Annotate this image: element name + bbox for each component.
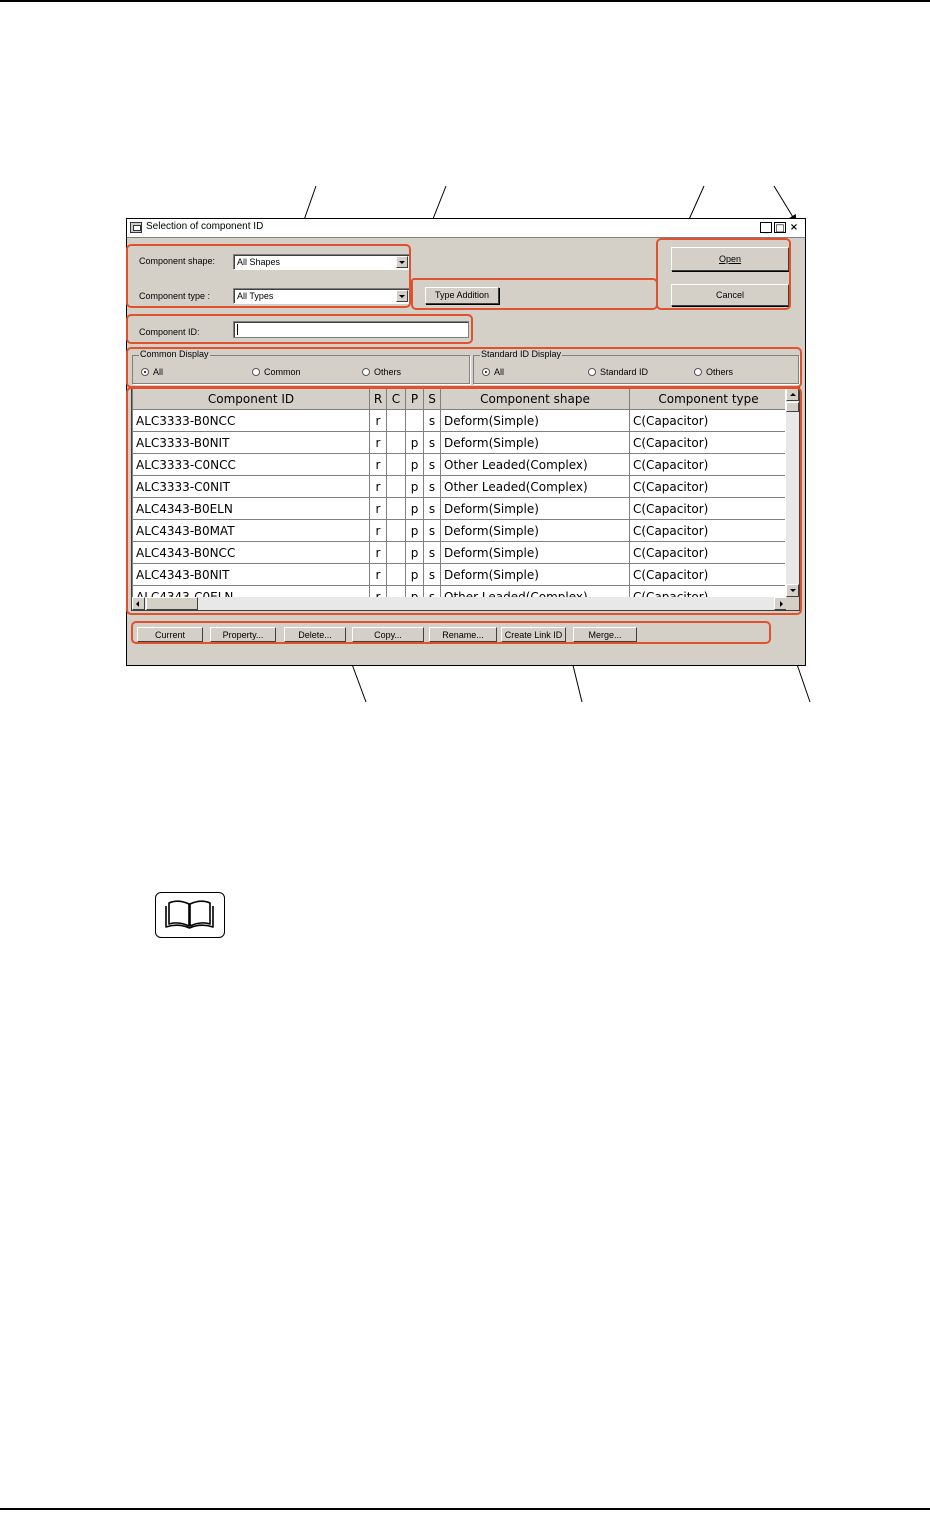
type-addition-label: Type Addition <box>434 290 490 300</box>
scroll-left-icon[interactable] <box>132 597 145 610</box>
cell-component-type: C(Capacitor) <box>630 476 788 498</box>
cell-p: p <box>406 454 424 476</box>
open-book-icon <box>155 892 225 938</box>
radio-icon <box>588 368 596 376</box>
cell-c <box>387 542 406 564</box>
standard-radio-all-label: All <box>494 367 505 377</box>
cell-c <box>387 454 406 476</box>
window-title: Selection of component ID <box>146 221 264 232</box>
type-value: All Types <box>237 291 274 301</box>
component-id-label: Component ID: <box>139 327 200 337</box>
standard-radio-all[interactable] <box>482 367 504 377</box>
table-row[interactable] <box>133 454 788 476</box>
component-id-input[interactable] <box>233 321 469 338</box>
table-row[interactable] <box>133 410 788 432</box>
component-id-dialog <box>126 218 806 666</box>
column-header-r[interactable]: R <box>370 389 387 410</box>
common-radio-common[interactable] <box>252 367 301 377</box>
scroll-down-icon[interactable] <box>786 584 799 597</box>
cell-component-id: ALC4343-B0MAT <box>133 520 370 542</box>
minimize-icon[interactable]: _ <box>760 222 772 233</box>
common-radio-others[interactable] <box>362 367 401 377</box>
table-row[interactable] <box>133 498 788 520</box>
cell-r: r <box>370 498 387 520</box>
common-display-group <box>132 349 470 384</box>
table-row[interactable] <box>133 542 788 564</box>
component-grid[interactable] <box>131 387 800 611</box>
cell-s: s <box>424 454 441 476</box>
property-button[interactable]: Property... <box>210 627 276 642</box>
cell-s: s <box>424 520 441 542</box>
cell-s: s <box>424 410 441 432</box>
page-top-rule <box>0 0 930 2</box>
merge-button[interactable]: Merge... <box>573 627 637 642</box>
cancel-button[interactable] <box>671 284 789 306</box>
cell-p: p <box>406 476 424 498</box>
cell-component-shape: Deform(Simple) <box>441 564 630 586</box>
cell-r: r <box>370 454 387 476</box>
cell-p <box>406 410 424 432</box>
common-radio-all-label: All <box>153 367 164 377</box>
cell-p: p <box>406 564 424 586</box>
cell-p: p <box>406 520 424 542</box>
component-shape-select[interactable] <box>233 254 410 270</box>
shape-value: All Shapes <box>237 257 281 267</box>
open-label: Open <box>718 254 742 264</box>
cell-component-id: ALC3333-C0NIT <box>133 476 370 498</box>
type-label: Component type : <box>139 291 211 301</box>
cell-s: s <box>424 542 441 564</box>
cell-component-type: C(Capacitor) <box>630 564 788 586</box>
scroll-up-icon[interactable] <box>786 388 799 401</box>
chevron-down-icon[interactable] <box>396 256 408 268</box>
standard-id-display-group <box>473 349 799 384</box>
cell-component-id: ALC4343-B0NCC <box>133 542 370 564</box>
component-type-select[interactable] <box>233 288 410 304</box>
cell-component-type: C(Capacitor) <box>630 498 788 520</box>
column-header-p[interactable]: P <box>406 389 424 410</box>
app-icon <box>130 222 142 233</box>
table-header-row <box>133 389 788 410</box>
table-row[interactable] <box>133 476 788 498</box>
cell-component-shape: Deform(Simple) <box>441 542 630 564</box>
common-radio-common-label: Common <box>264 367 301 377</box>
cell-p: p <box>406 498 424 520</box>
cell-component-type: C(Capacitor) <box>630 410 788 432</box>
shape-label: Component shape: <box>139 256 216 266</box>
radio-icon <box>252 368 260 376</box>
cell-c <box>387 564 406 586</box>
radio-icon <box>362 368 370 376</box>
column-header-s[interactable]: S <box>424 389 441 410</box>
table-row[interactable] <box>133 520 788 542</box>
cell-c <box>387 476 406 498</box>
delete-button[interactable]: Delete... <box>284 627 346 642</box>
cell-r: r <box>370 564 387 586</box>
cell-c <box>387 520 406 542</box>
vertical-scrollbar[interactable] <box>785 388 799 597</box>
cell-component-shape: Deform(Simple) <box>441 498 630 520</box>
maximize-icon[interactable]: □ <box>775 223 785 234</box>
book-drawing <box>156 893 223 936</box>
cell-component-id: ALC4343-B0NIT <box>133 564 370 586</box>
close-icon[interactable]: × <box>789 222 799 233</box>
standard-radio-others[interactable] <box>694 367 733 377</box>
title-bar[interactable] <box>127 219 805 238</box>
cell-component-id: ALC3333-B0NCC <box>133 410 370 432</box>
horizontal-scrollbar[interactable] <box>132 597 787 610</box>
table-row[interactable] <box>133 432 788 454</box>
component-table <box>132 388 788 608</box>
cell-r: r <box>370 476 387 498</box>
column-header-c[interactable]: C <box>387 389 406 410</box>
cell-c <box>387 432 406 454</box>
cell-component-id: ALC3333-B0NIT <box>133 432 370 454</box>
radio-selected-icon <box>141 368 149 376</box>
copy-button[interactable]: Copy... <box>352 627 424 642</box>
type-addition-button[interactable] <box>425 287 499 304</box>
cell-c <box>387 410 406 432</box>
common-radio-others-label: Others <box>374 367 402 377</box>
cell-s: s <box>424 564 441 586</box>
horizontal-scroll-thumb[interactable] <box>146 597 198 610</box>
standard-display-title: Standard ID Display <box>481 349 562 359</box>
column-header-component-id[interactable]: Component ID <box>133 389 370 410</box>
standard-radio-standard-id[interactable] <box>588 367 648 377</box>
cell-s: s <box>424 498 441 520</box>
cell-component-type: C(Capacitor) <box>630 520 788 542</box>
page-bottom-rule <box>0 1508 930 1510</box>
common-display-title: Common Display <box>140 349 209 359</box>
rename-button[interactable]: Rename... <box>429 627 497 642</box>
radio-selected-icon <box>482 368 490 376</box>
radio-icon <box>694 368 702 376</box>
text-caret <box>237 324 238 335</box>
cell-c <box>387 498 406 520</box>
cell-p: p <box>406 542 424 564</box>
cell-component-shape: Deform(Simple) <box>441 432 630 454</box>
cell-p: p <box>406 432 424 454</box>
table-row[interactable] <box>133 564 788 586</box>
cell-component-id: ALC4343-B0ELN <box>133 498 370 520</box>
standard-radio-others-label: Others <box>706 367 734 377</box>
cell-component-shape: Deform(Simple) <box>441 410 630 432</box>
cell-component-shape: Deform(Simple) <box>441 520 630 542</box>
standard-radio-standard-id-label: Standard ID <box>600 367 649 377</box>
cell-s: s <box>424 476 441 498</box>
cell-component-type: C(Capacitor) <box>630 454 788 476</box>
open-button[interactable] <box>671 247 789 271</box>
vertical-scroll-thumb[interactable] <box>786 402 799 412</box>
cell-component-type: C(Capacitor) <box>630 432 788 454</box>
cell-component-type: C(Capacitor) <box>630 542 788 564</box>
create-link-id-button[interactable]: Create Link ID <box>501 627 566 642</box>
cell-s: s <box>424 432 441 454</box>
cell-r: r <box>370 410 387 432</box>
common-radio-all[interactable] <box>141 367 163 377</box>
cell-r: r <box>370 520 387 542</box>
cell-component-shape: Other Leaded(Complex) <box>441 476 630 498</box>
cell-component-shape: Other Leaded(Complex) <box>441 454 630 476</box>
column-header-component-shape[interactable]: Component shape <box>441 389 630 410</box>
scroll-corner <box>786 597 799 610</box>
cell-r: r <box>370 432 387 454</box>
cell-r: r <box>370 542 387 564</box>
cancel-label: Cancel <box>715 290 744 300</box>
chevron-down-icon[interactable] <box>396 290 408 302</box>
column-header-component-type[interactable]: Component type <box>630 389 788 410</box>
cell-component-id: ALC3333-C0NCC <box>133 454 370 476</box>
current-button[interactable]: Current <box>137 627 203 642</box>
